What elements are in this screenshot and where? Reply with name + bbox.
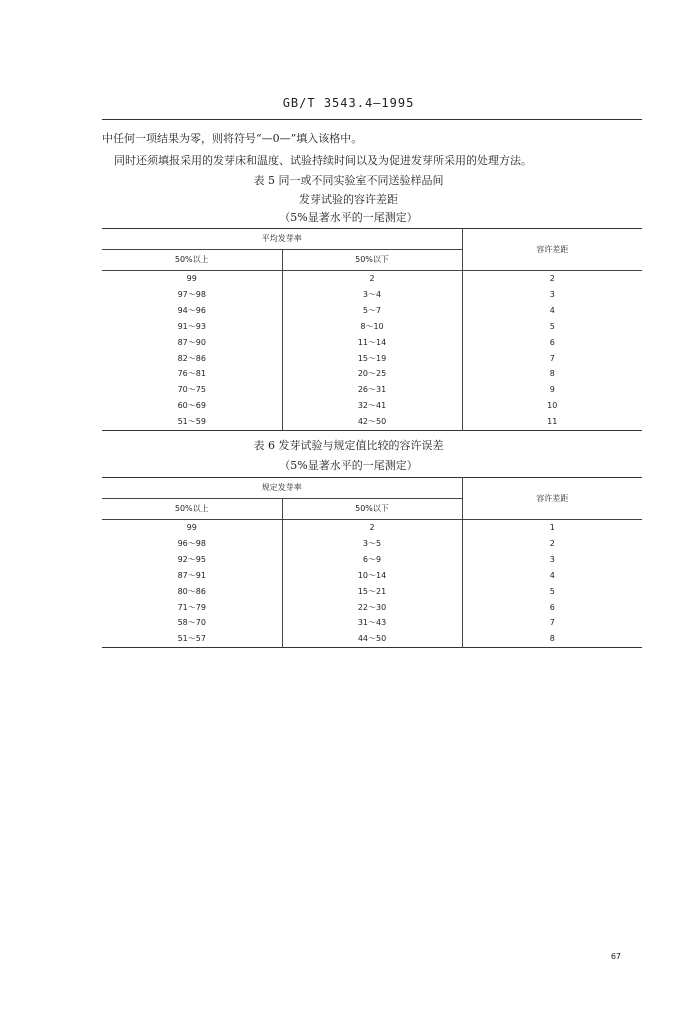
paragraph-line-2: 同时还须填报采用的发芽床和温度、试验持续时间以及为促进发芽所采用的处理方法。 xyxy=(114,154,532,167)
table-cell: 71～79 xyxy=(102,600,282,616)
table-cell: 8 xyxy=(549,369,555,379)
table-cell: 9 xyxy=(549,385,555,395)
table-cell: 10～14 xyxy=(282,568,462,584)
table-cell: 6 xyxy=(549,337,555,347)
table5-header-below50: 50%以下 xyxy=(282,250,462,271)
table-cell: 4 xyxy=(549,570,555,580)
table-row xyxy=(102,520,642,536)
table-row xyxy=(102,536,642,552)
table-cell: 76～81 xyxy=(102,366,282,382)
table-cell: 31～43 xyxy=(282,615,462,631)
table-cell: 10 xyxy=(547,401,558,411)
table5 xyxy=(102,228,642,431)
table-cell: 92～95 xyxy=(102,552,282,568)
table-cell: 87～91 xyxy=(102,568,282,584)
table-row xyxy=(102,382,642,398)
table-row xyxy=(102,303,642,319)
table-cell: 80～86 xyxy=(102,584,282,600)
table-cell: 11 xyxy=(547,417,558,427)
table-cell: 3～4 xyxy=(282,287,462,303)
table-cell: 22～30 xyxy=(282,600,462,616)
table-cell: 7 xyxy=(549,618,555,628)
table5-caption-2: 发芽试验的容许差距 xyxy=(299,193,398,206)
table-cell: 3 xyxy=(549,554,555,564)
table-cell: 94～96 xyxy=(102,303,282,319)
table-row xyxy=(102,271,642,287)
table-cell: 5 xyxy=(549,586,555,596)
table-row xyxy=(102,414,642,430)
table-row xyxy=(102,568,642,584)
paragraph-line-1: 中任何一项结果为零，则将符号“—0—”填入该格中。 xyxy=(102,132,363,145)
table-cell: 15～19 xyxy=(282,351,462,367)
table-row xyxy=(102,351,642,367)
table-cell: 91～93 xyxy=(102,319,282,335)
table-row xyxy=(102,366,642,382)
table6-caption-1: 表 6 发芽试验与规定值比较的容许误差 xyxy=(253,439,444,452)
table-row xyxy=(102,631,642,647)
table-cell: 82～86 xyxy=(102,351,282,367)
page-header: GB/T 3543.4—1995 xyxy=(282,96,415,110)
table6-header-above50: 50%以上 xyxy=(102,499,282,520)
table-cell: 2 xyxy=(549,274,555,283)
table-cell: 6 xyxy=(549,602,555,612)
table-cell: 97～98 xyxy=(102,287,282,303)
table5-header-tolerance: 容许差距 xyxy=(536,244,569,254)
table6-header-below50: 50%以下 xyxy=(282,499,462,520)
table-cell: 5～7 xyxy=(282,303,462,319)
table-cell: 99 xyxy=(102,271,282,287)
table-row xyxy=(102,319,642,335)
table-cell: 51～59 xyxy=(102,414,282,430)
table-cell: 8～10 xyxy=(282,319,462,335)
table-cell: 6～9 xyxy=(282,552,462,568)
table6-caption-2: （5%显著水平的一尾测定） xyxy=(279,459,418,472)
table5-caption-3: （5%显著水平的一尾测定） xyxy=(279,211,418,224)
table-cell: 26～31 xyxy=(282,382,462,398)
table6-header-tolerance: 容许差距 xyxy=(536,493,569,503)
table-cell: 51～57 xyxy=(102,631,282,647)
table-cell: 70～75 xyxy=(102,382,282,398)
table5-caption-1: 表 5 同一或不同实验室不同送验样品间 xyxy=(253,174,444,187)
table-row xyxy=(102,584,642,600)
table-cell: 2 xyxy=(282,271,462,287)
table-cell: 4 xyxy=(549,305,555,315)
header-rule xyxy=(102,119,642,120)
table-row xyxy=(102,615,642,631)
table-cell: 3 xyxy=(549,289,555,299)
table-cell: 15～21 xyxy=(282,584,462,600)
table-row xyxy=(102,600,642,616)
table-cell: 58～70 xyxy=(102,615,282,631)
table-cell: 1 xyxy=(549,523,555,532)
table-cell: 87～90 xyxy=(102,335,282,351)
table-cell: 2 xyxy=(282,520,462,536)
table6-header-group: 规定发芽率 xyxy=(102,478,462,499)
table-cell: 2 xyxy=(549,538,555,548)
table5-header-group: 平均发芽率 xyxy=(102,229,462,250)
table-cell: 8 xyxy=(549,634,555,644)
table-row xyxy=(102,552,642,568)
table6 xyxy=(102,477,642,648)
page-number: 67 xyxy=(610,952,621,961)
table-cell: 96～98 xyxy=(102,536,282,552)
table-cell: 60～69 xyxy=(102,398,282,414)
table-cell: 99 xyxy=(102,520,282,536)
table-cell: 5 xyxy=(549,321,555,331)
table-cell: 11～14 xyxy=(282,335,462,351)
table-cell: 42～50 xyxy=(282,414,462,430)
table-row xyxy=(102,335,642,351)
table-cell: 7 xyxy=(549,353,555,363)
table-row xyxy=(102,398,642,414)
table-row xyxy=(102,287,642,303)
table-cell: 44～50 xyxy=(282,631,462,647)
table-cell: 3～5 xyxy=(282,536,462,552)
table-cell: 32～41 xyxy=(282,398,462,414)
table5-header-above50: 50%以上 xyxy=(102,250,282,271)
table-cell: 20～25 xyxy=(282,366,462,382)
